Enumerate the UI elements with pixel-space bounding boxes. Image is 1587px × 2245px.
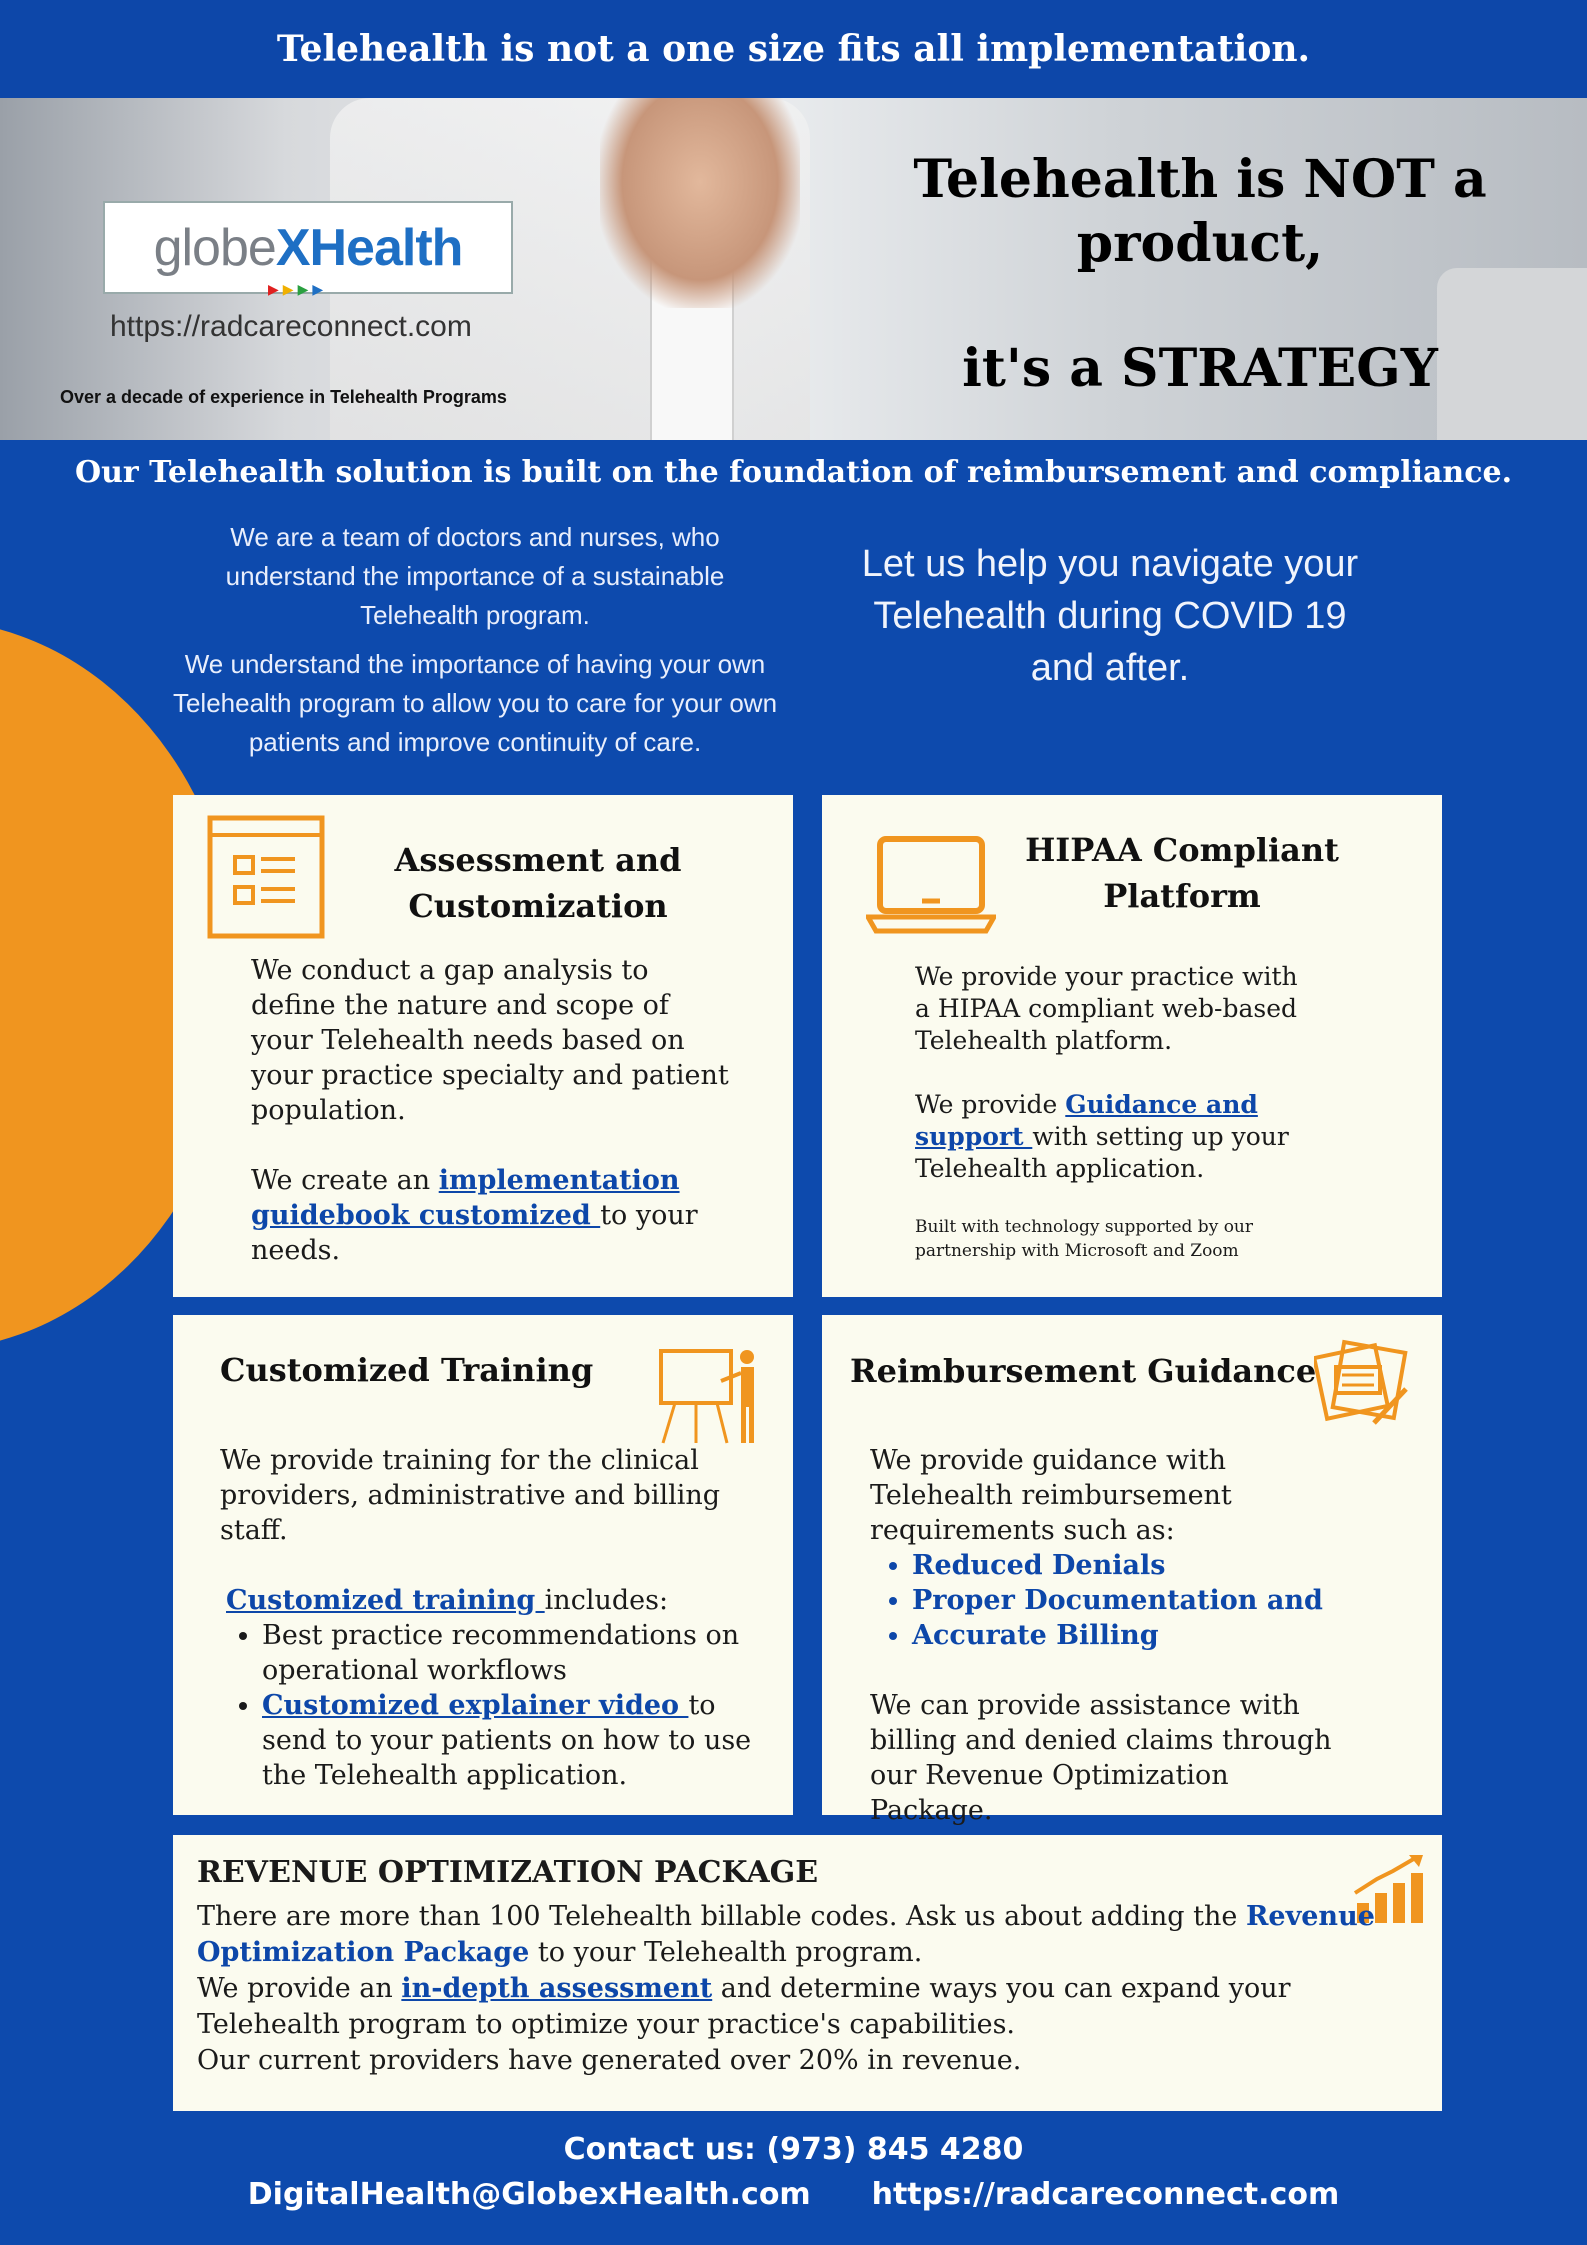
banner-text: Telehealth is not a one size fits all implementation. (276, 28, 1311, 70)
hero-strategy: it's a STRATEGY (962, 338, 1438, 399)
revenue-title: REVENUE OPTIMIZATION PACKAGE (197, 1855, 819, 1890)
reimbursement-bullet-1: • Reduced Denials (912, 1548, 1350, 1583)
implementation-guidebook-link[interactable]: implementation guidebook customized (251, 1165, 680, 1231)
training-card (173, 1315, 793, 1815)
assessment-title: Assessment and Customization (394, 841, 682, 925)
hipaa-body: We provide your practice with a HIPAA compliant web-based Telehealth platform. We provide Guidance and support with setting up your Telehealth application. Built with technology supported by our partnership with Microsoft and Zoom (915, 962, 1298, 1261)
reimbursement-bullet-2: • Proper Documentation and (912, 1583, 1350, 1618)
contact-phone: Contact us: (973) 845 4280 (563, 2132, 1024, 2167)
revenue-package-link[interactable]: Revenue Optimization Package (197, 1901, 1375, 1968)
revenue-body: There are more than 100 Telehealth billable codes. Ask us about adding the Revenue Optimization Package to your Telehealth program. We provide an in-depth assessment and determine ways you can expand your Telehealth program to optimize your practice's capabilities. Our current providers have generated over 20% in revenue. (197, 1901, 1375, 2076)
reimbursement-title: Reimbursement Guidance (850, 1352, 1317, 1390)
intro-text (170, 518, 780, 772)
logo-arrows-icon: ▶▶▶▶ (268, 282, 328, 298)
hero-url[interactable]: https://radcareconnect.com (110, 310, 472, 343)
contact-email[interactable]: DigitalHealth@GlobexHealth.com (247, 2177, 811, 2212)
reimbursement-list (870, 1548, 1350, 1653)
intro-paragraph-1: We are a team of doctors and nurses, who understand the importance of a sustainable Telehealth program. (225, 522, 725, 630)
footer-links (0, 2177, 1587, 2212)
partnership-note: Built with technology supported by our partnership with Microsoft and Zoom (915, 1217, 1254, 1261)
guidance-support-link[interactable]: Guidance and support (915, 1090, 1258, 1151)
experience-text: Over a decade of experience in Telehealth Programs (60, 387, 507, 407)
intro-paragraph-2: We understand the importance of having your own Telehealth program to allow you to care for your own patients and improve continuity of care. (172, 649, 778, 757)
training-bullet-2: • Customized explainer video to send to your patients on how to use the Telehealth application. (262, 1688, 780, 1793)
reimbursement-bullet-3: • Accurate Billing (912, 1618, 1350, 1653)
revenue-card (173, 1835, 1442, 2111)
reimbursement-card (822, 1315, 1442, 1826)
explainer-video-link[interactable]: Customized explainer video (262, 1690, 689, 1721)
assessment-card (173, 795, 793, 1297)
navigate-text: Let us help you navigate your Telehealth during COVID 19 and after. (861, 543, 1359, 689)
top-banner (0, 0, 1587, 98)
hipaa-title: HIPAA Compliant Platform (1025, 831, 1339, 915)
training-bullet-1: • Best practice recommendations on operational workflows (262, 1618, 780, 1688)
hipaa-card (822, 795, 1442, 1297)
globexhealth-logo: globe X Health (103, 201, 513, 294)
reimbursement-body: We provide guidance with Telehealth reimbursement requirements such as: • Reduced Denials • Proper Documentation and • Accurate Billing We can provide assistance with billing and denied claims through our Revenue Optimization Package. (870, 1443, 1350, 1828)
hero-headline: Telehealth is NOT a product, (913, 149, 1487, 274)
contact-url[interactable]: https://radcareconnect.com (871, 2177, 1340, 2212)
training-title: Customized Training (220, 1351, 594, 1389)
assessment-body: We conduct a gap analysis to define the nature and scope of your Telehealth needs based on your practice specialty and patient population. We create an implementation guidebook customized to your needs. (251, 955, 729, 1266)
laptop-icon (866, 835, 996, 935)
document-layout-icon (207, 815, 325, 939)
training-body: We provide training for the clinical providers, administrative and billing staff. Customized training includes: • Best practice recommendations on operational workflows • Customized explainer video to send to your patients on how to use the Telehealth application. (220, 1443, 780, 1793)
customized-training-link[interactable]: Customized training (226, 1585, 545, 1616)
in-depth-assessment-link[interactable]: in-depth assessment (401, 1973, 713, 2004)
paperwork-icon (1314, 1337, 1414, 1429)
foundation-heading: Our Telehealth solution is built on the foundation of reimbursement and compliance. (74, 455, 1513, 490)
presentation-board-icon (655, 1347, 765, 1447)
